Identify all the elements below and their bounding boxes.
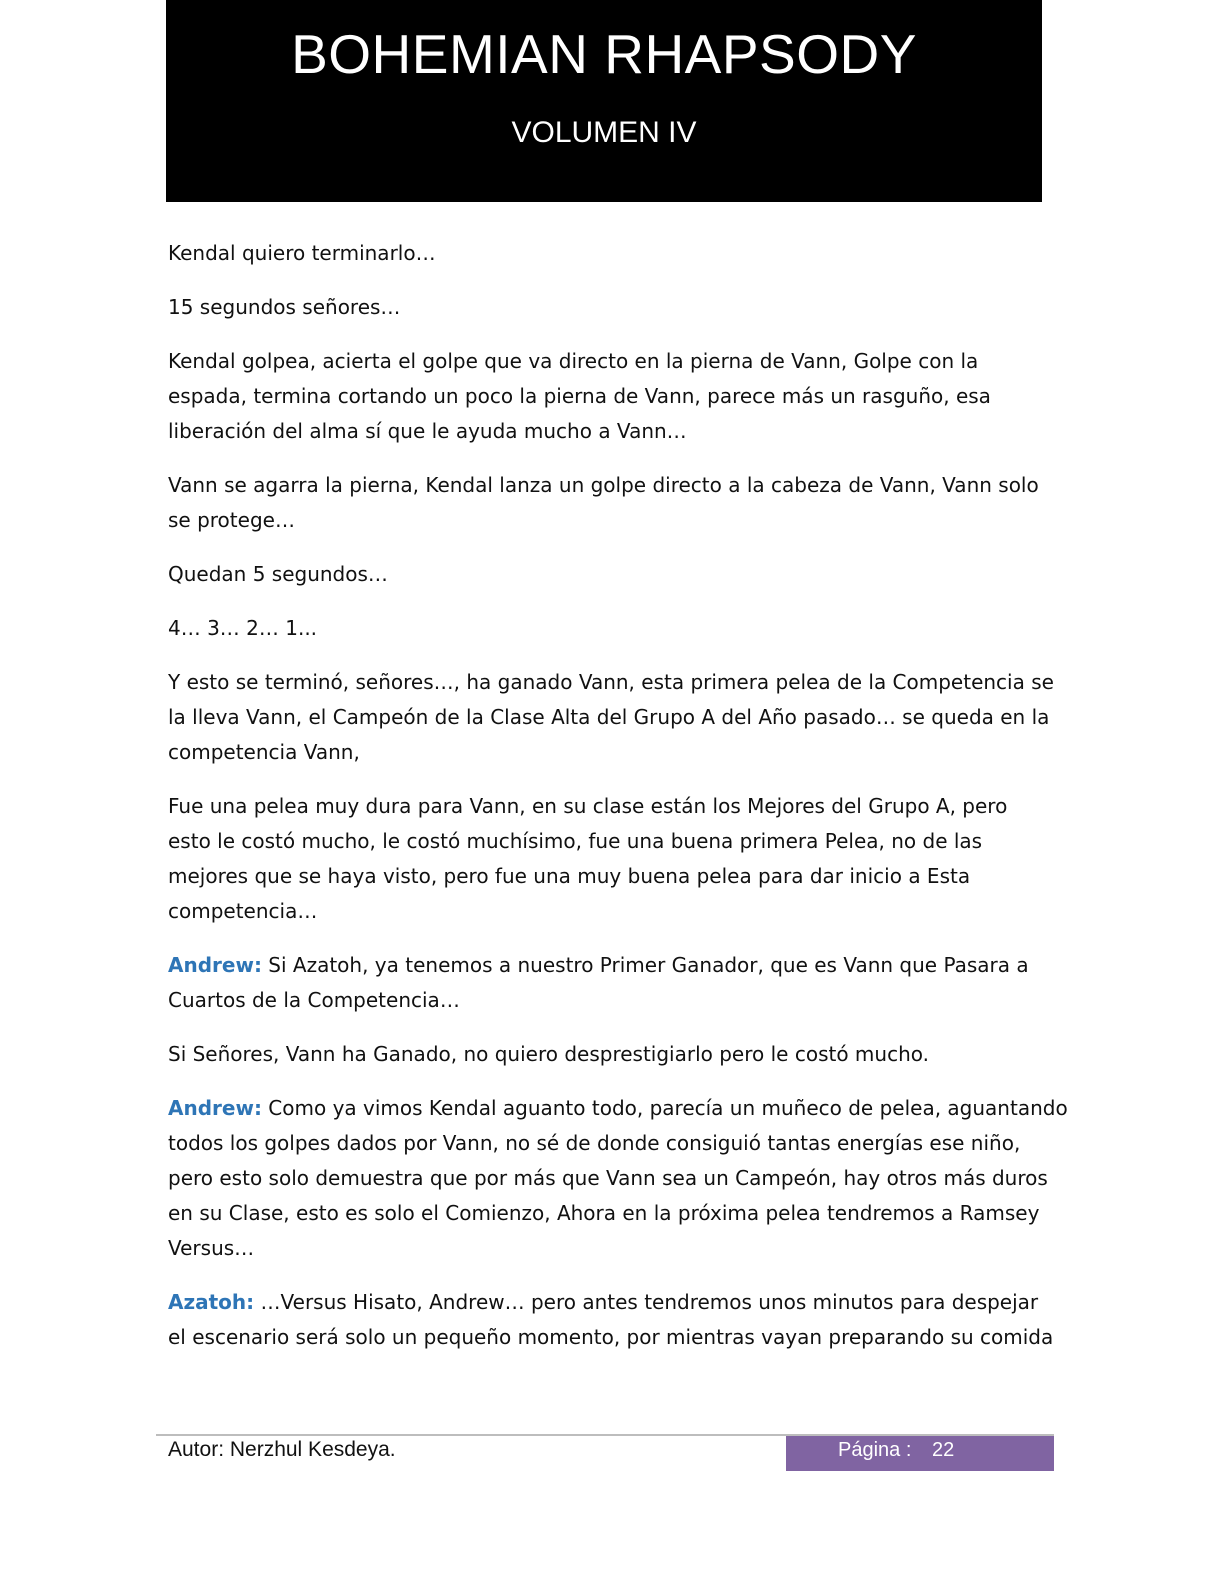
text-line: competencia Vann,: [168, 740, 360, 764]
text-line: 15 segundos señores…: [168, 295, 401, 319]
text-line: Kendal quiero terminarlo…: [168, 241, 436, 265]
dialogue-paragraph: [168, 948, 1044, 1018]
text-line: se protege…: [168, 508, 295, 532]
text-line: [168, 948, 1044, 983]
page-number: 22: [932, 1439, 955, 1461]
speaker-name: Andrew:: [168, 1096, 262, 1120]
narration-paragraph: [168, 789, 1044, 929]
narration-paragraph: [168, 468, 1044, 538]
text-line: mejores que se haya visto, pero fue una muy buena pelea para dar inicio a Esta: [168, 864, 971, 888]
speaker-name: Andrew:: [168, 953, 262, 977]
narration-paragraph: [168, 557, 1044, 592]
text-line: liberación del alma sí que le ayuda mucho a Vann…: [168, 419, 687, 443]
speaker-name: Azatoh:: [168, 1290, 255, 1314]
narration-paragraph: [168, 236, 1044, 271]
text-line: la lleva Vann, el Campeón de la Clase Alta del Grupo A del Año pasado… se queda en la: [168, 705, 1050, 729]
narration-paragraph: [168, 665, 1054, 770]
text-line: Versus…: [168, 1236, 255, 1260]
dialogue-paragraph: [168, 1285, 1054, 1355]
text-line: Kendal golpea, acierta el golpe que va directo en la pierna de Vann, Golpe con la: [168, 349, 979, 373]
narration-paragraph: [168, 611, 1044, 646]
dialogue-paragraph: [168, 1091, 1068, 1266]
document-title: BOHEMIAN RHAPSODY: [291, 23, 917, 85]
text-line: en su Clase, esto es solo el Comienzo, Ahora en la próxima pelea tendremos a Ramsey: [168, 1201, 1040, 1225]
narration-paragraph: [168, 344, 1044, 449]
text-line: [168, 1091, 1068, 1126]
text-line: pero esto solo demuestra que por más que Vann sea un Campeón, hay otros más duros: [168, 1166, 1048, 1190]
text-line: el escenario será solo un pequeño momento, por mientras vayan preparando su comida: [168, 1325, 1054, 1349]
text-line: espada, termina cortando un poco la pierna de Vann, parece más un rasguño, esa: [168, 384, 991, 408]
title-banner: [166, 0, 1042, 202]
line-text: Como ya vimos Kendal aguanto todo, parecía un muñeco de pelea, aguantando: [261, 1096, 1068, 1120]
page-number-box: [786, 1436, 1054, 1471]
text-line: Quedan 5 segundos…: [168, 562, 388, 586]
narration-paragraph: [168, 290, 1044, 325]
page-label: Página :: [838, 1439, 912, 1461]
page-body: [168, 236, 1068, 1374]
footer-author: Autor: Nerzhul Kesdeya.: [168, 1438, 396, 1461]
text-line: Si Señores, Vann ha Ganado, no quiero desprestigiarlo pero le costó mucho.: [168, 1042, 929, 1066]
text-line: Vann se agarra la pierna, Kendal lanza un golpe directo a la cabeza de Vann, Vann solo: [168, 473, 1039, 497]
line-text: Si Azatoh, ya tenemos a nuestro Primer Ganador, que es Vann que Pasara a: [261, 953, 1029, 977]
line-text: …Versus Hisato, Andrew… pero antes tendremos unos minutos para despejar: [254, 1290, 1039, 1314]
volume-subtitle: VOLUMEN IV: [511, 116, 697, 149]
text-line: 4… 3… 2… 1...: [168, 616, 318, 640]
text-line: competencia…: [168, 899, 318, 923]
text-line: Y esto se terminó, señores…, ha ganado Vann, esta primera pelea de la Competencia se: [168, 670, 1054, 694]
text-line: esto le costó mucho, le costó muchísimo, fue una buena primera Pelea, no de las: [168, 829, 983, 853]
narration-paragraph: [168, 1037, 1044, 1072]
text-line: Fue una pelea muy dura para Vann, en su clase están los Mejores del Grupo A, pero: [168, 794, 1008, 818]
text-line: Cuartos de la Competencia…: [168, 988, 460, 1012]
text-line: [168, 1285, 1044, 1320]
text-line: todos los golpes dados por Vann, no sé de donde consiguió tantas energías ese niño,: [168, 1131, 1021, 1155]
